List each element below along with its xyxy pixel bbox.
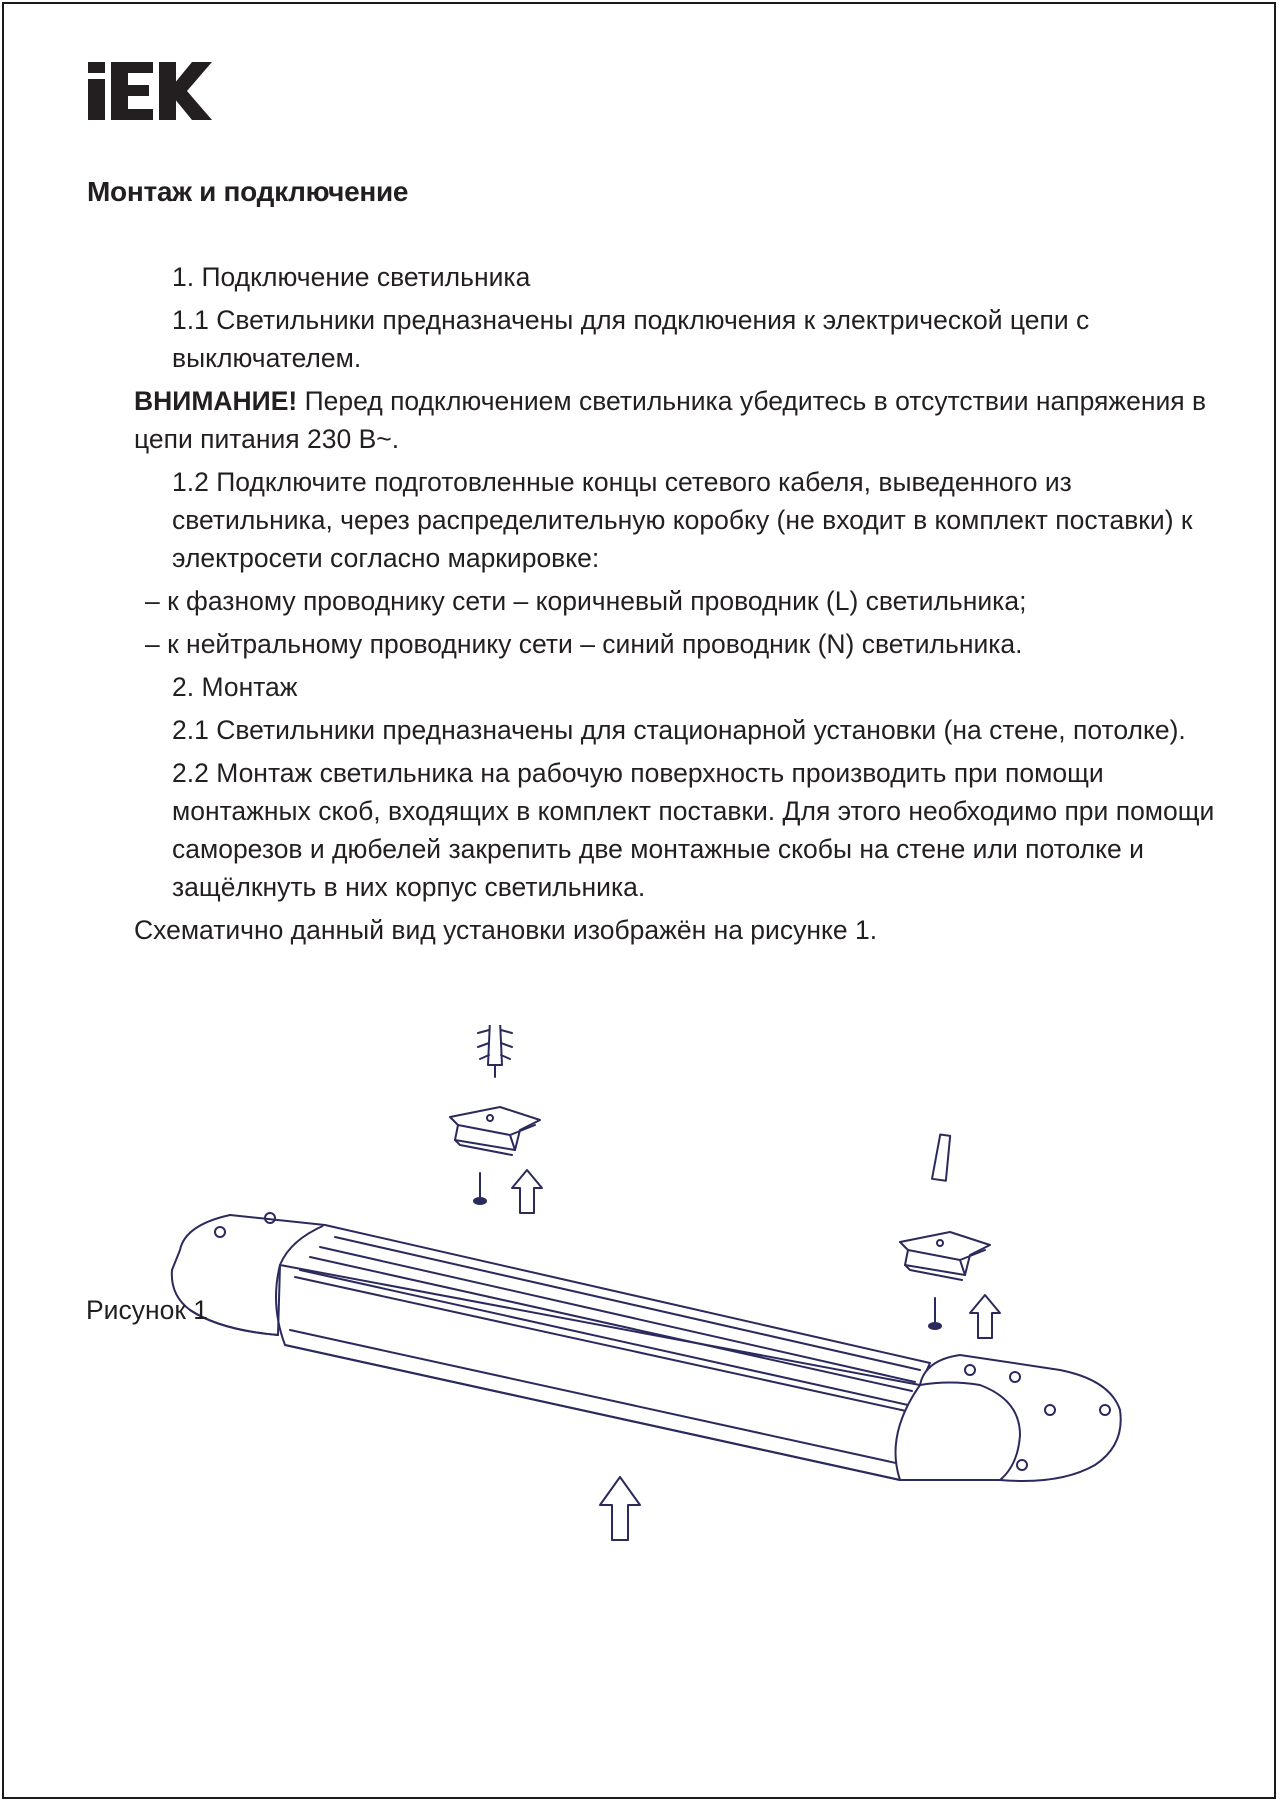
paragraph-1-1-text: 1.1 Светильники предназначены для подключения к электрической цепи с выключателем. — [172, 305, 1090, 373]
figure-caption: Рисунок 1 — [86, 1295, 209, 1325]
warning-text: Перед подключением светильника убедитесь в отсутствии напряжения в цепи питания 230 В~. — [134, 386, 1207, 454]
arrow-up-luminaire — [600, 1477, 640, 1540]
paragraph-1-2: 1.2 Подключите подготовленные концы сетевого кабеля, выведенного из светильника, через распределительную коробку (не входит в комплект поставки) к электросети согласно маркировке: — [172, 467, 1193, 573]
warning-label: ВНИМАНИЕ! — [134, 386, 298, 416]
warning-paragraph — [87, 382, 1217, 458]
dowel-right — [932, 1134, 952, 1181]
mounting-bracket-right — [900, 1232, 990, 1280]
mounting-bracket-left — [450, 1107, 540, 1155]
section-2-heading: 2. Монтаж — [172, 672, 298, 702]
screw-left — [474, 1173, 486, 1204]
paragraph-2-1: 2.1 Светильники предназначены для стационарной установки (на стене, потолке). — [172, 715, 1186, 745]
bullet-phase: – к фазному проводнику сети – коричневый проводник (L) светильника; — [145, 586, 1027, 616]
iek-logo — [88, 62, 212, 120]
dowel-left — [478, 1025, 512, 1077]
paragraph-1-1 — [87, 301, 1217, 377]
bullet-neutral: – к нейтральному проводнику сети – синий проводник (N) светильника. — [145, 629, 1023, 659]
arrow-up-right-bracket — [970, 1295, 1000, 1338]
screw-right — [929, 1298, 941, 1329]
iek-logo-mark — [88, 62, 212, 120]
document-body — [87, 258, 1217, 949]
figure-1-mounting-diagram — [160, 1025, 1140, 1545]
paragraph-scheme: Схематично данный вид установки изображён на рисунке 1. — [134, 915, 878, 945]
page-title: Монтаж и подключение — [87, 176, 409, 207]
arrow-up-left-bracket — [512, 1170, 542, 1213]
paragraph-2-2: 2.2 Монтаж светильника на рабочую поверхность производить при помощи монтажных скоб, входящих в комплект поставки. Для этого необходимо при помощи саморезов и дюбелей закрепить две монтажные скобы на стене или потолке и защёлкнуть в них корпус светильника. — [172, 758, 1215, 902]
section-1-heading: 1. Подключение светильника — [172, 262, 531, 292]
